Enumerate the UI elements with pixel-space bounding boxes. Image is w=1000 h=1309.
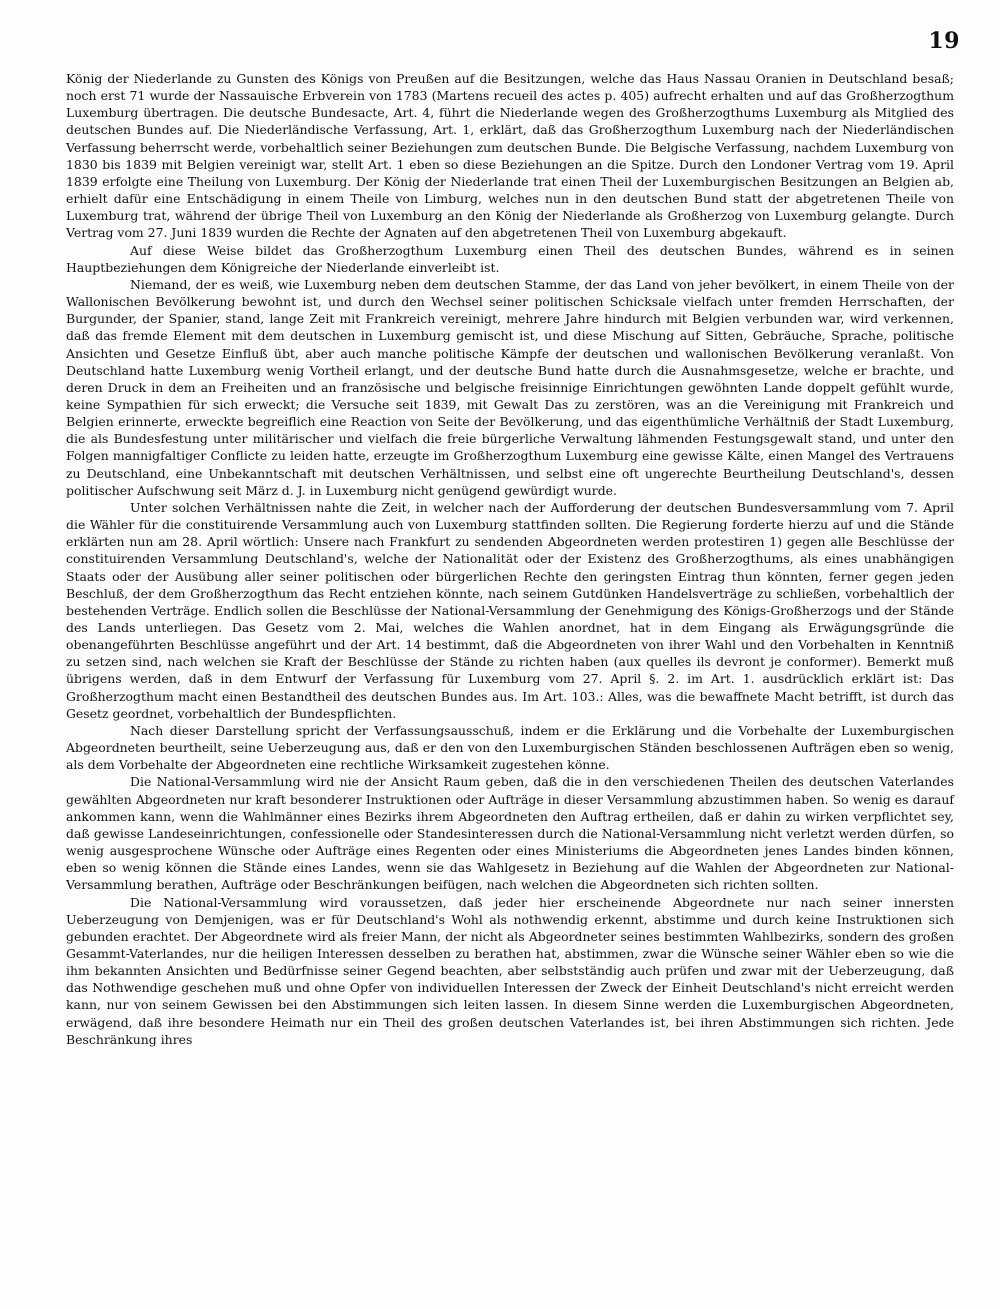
- paragraph-free-deputy: Die National-Versammlung wird voraussetzen, daß jeder hier erscheinende Abgeordnete nur nach seiner innersten Ueberzeugung von Demjenigen, was er für Deutschland's Wohl als nothwendig erkennt, abstimme und durch keine Instruktionen sich gebunden erachtet. Der Abgeordnete wird als freier Mann, der nicht als Abgeordneter seines bestimmten Wahlbezirks, sondern des großen Gesammt-Vaterlandes, nur die heiligen Interessen desselben zu berathen hat, abstimmen, zwar die Wünsche seiner Wähler eben so wie die ihm bekannten Ansichten und Bedürfnisse seiner Gegend beachten, aber selbstständig auch prüfen und zwar mit der Ueberzeugung, daß das Nothwendige geschehen muß und ohne Opfer von individuellen Interessen der Zweck der Einheit Deutschland's nicht erreicht werden kann, nur von seinem Gewissen bei den Abstimmungen sich leiten lassen. In diesem Sinne werden die Luxemburgischen Abgeordneten, erwägend, daß ihre besondere Heimath nur ein Theil des großen deutschen Vaterlandes ist, bei ihren Abstimmungen sich richten. Jede Beschränkung ihres: [66, 894, 954, 1047]
- paragraph-federal-position: Auf diese Weise bildet das Großherzogthum Luxemburg einen Theil des deutschen Bundes, während es in seinen Hauptbeziehungen dem Königreiche der Niederlande einverleibt ist.: [66, 242, 954, 275]
- paragraph-committee-opinion: Nach dieser Darstellung spricht der Verfassungsausschuß, indem er die Erklärung und die Vorbehalte der Luxemburgischen Abgeordneten beurtheilt, seine Ueberzeugung aus, daß er den von den Luxemburgischen Ständen beschlossenen Aufträgen eben so wenig, als dem Vorbehalte der Abgeordneten eine rechtliche Wirksamkeit zugestehen könne.: [66, 722, 954, 773]
- paragraph-estates-declaration: Unter solchen Verhältnissen nahte die Zeit, in welcher nach der Aufforderung der deutschen Bundesversammlung vom 7. April die Wähler für die constituirende Versammlung auch von Luxemburg stattfinden sollten. Die Regierung forderte hierzu auf und die Stände erklärten nun am 28. April wörtlich: Unsere nach Frankfurt zu sendenden Abgeordneten werden protestiren 1) gegen alle Beschlüsse der constituirenden Versammlung Deutschland's, welche der Nationalität oder der Existenz des Großherzogthums, als eines unabhängigen Staats oder der Ausübung aller seiner politischen oder bürgerlichen Rechte den geringsten Eintrag thun könnten, ferner gegen jeden Beschluß, der dem Großherzogthum das Recht entziehen könnte, nach seinem Gutdünken Handelsverträge zu schließen, vorbehaltlich der bestehenden Verträge. Endlich sollen die Beschlüsse der National-Versammlung der Genehmigung des Königs-Großherzogs und der Stände des Lands unterliegen. Das Gesetz vom 2. Mai, welches die Wahlen anordnet, hat in dem Eingang als Erwägungsgründe die obenangeführten Beschlüsse angeführt und der Art. 14 bestimmt, daß die Abgeordneten von ihrer Wahl und den Vorbehalten in Kenntniß zu setzen sind, nach welchen sie Kraft der Beschlüsse der Stände zu richten haben (aux quelles ils devront je conformer). Bemerkt muß übrigens werden, daß in dem Entwurf der Verfassung für Luxemburg vom 27. April §. 2. im Art. 1. ausdrücklich erklärt ist: Das Großherzogthum macht einen Bestandtheil des deutschen Bundes aus. Im Art. 103.: Alles, was die bewaffnete Macht betrifft, ist durch das Gesetz geordnet, vorbehaltlich der Bundespflichten.: [66, 499, 954, 721]
- paragraph-dynastic-history: König der Niederlande zu Gunsten des Königs von Preußen auf die Besitzungen, welche das Haus Nassau Oranien in Deutschland besaß; noch erst 71 wurde der Nassauische Erbverein von 1783 (Martens recueil des actes p. 405) aufrecht erhalten und auf das Großherzogthum Luxemburg übertragen. Die deutsche Bundesacte, Art. 4, führt die Niederlande wegen des Großherzogthums Luxemburg als Mitglied des deutschen Bundes auf. Die Niederländische Verfassung, Art. 1, erklärt, daß das Großherzogthum Luxemburg nach der Niederländischen Verfassung beherrscht werde, vorbehaltlich seiner Beziehungen zum deutschen Bunde. Die Belgische Verfassung, nachdem Luxemburg von 1830 bis 1839 mit Belgien vereinigt war, stellt Art. 1 eben so diese Beziehungen an die Spitze. Durch den Londoner Vertrag vom 19. April 1839 erfolgte eine Theilung von Luxemburg. Der König der Niederlande trat einen Theil der Luxemburgischen Besitzungen an Belgien ab, erhielt dafür eine Entschädigung in einem Theile von Limburg, welches nun in den deutschen Bund statt der abgetretenen Theile von Luxemburg trat, während der übrige Theil von Luxemburg an den König der Niederlande als Großherzog von Luxemburg gelangte. Durch Vertrag vom 27. Juni 1839 wurden die Rechte der Agnaten auf den abgetretenen Theil von Luxemburg abgekauft.: [66, 71, 954, 241]
- paragraph-population-relations: Niemand, der es weiß, wie Luxemburg neben dem deutschen Stamme, der das Land von jeher bevölkert, in einem Theile von der Wallonischen Bevölkerung bewohnt ist, und durch den Wechsel seiner politischen Schicksale vielfach unter fremden Herrschaften, der Burgunder, der Spanier, stand, lange Zeit mit Frankreich vereinigt, mehrere Jahre hindurch mit Belgien verbunden war, wird verkennen, daß das fremde Element mit dem deutschen in Luxemburg gemischt ist, und diese Mischung auf Sitten, Gebräuche, Sprache, politische Ansichten und Gesetze Einfluß übt, aber auch manche politische Kämpfe der deutschen und wallonischen Bevölkerung veranlaßt. Von Deutschland hatte Luxemburg wenig Vortheil erlangt, und der deutsche Bund hatte durch die Ausnahmsgesetze, welche er brachte, und deren Druck in dem an Freiheiten und an französische und belgische freisinnige Einrichtungen gewöhnten Lande doppelt gefühlt wurde, keine Sympathien für sich erweckt; die Versuche seit 1839, mit Gewalt Das zu zerstören, was an die Vereinigung mit Frankreich und Belgien erinnerte, erweckte begreiflich eine Reaction von Seite der Bevölkerung, und das eigenthümliche Verhältniß der Stadt Luxemburg, die als Bundesfestung unter militärischer und vielfach die freie bürgerliche Verwaltung lähmenden Festungsgewalt stand, und unter den Folgen mannigfaltiger Conflicte zu leiden hatte, erzeugte im Großherzogthum Luxemburg eine gewisse Kälte, einen Mangel des Vertrauens zu Deutschland, eine Unbekanntschaft mit deutschen Verhältnissen, und selbst eine oft ungerechte Beurtheilung Deutschland's, dessen politischer Aufschwung seit März d. J. in Luxemburg nicht genügend gewürdigt wurde.: [66, 276, 954, 498]
- page-number: 19: [928, 28, 960, 54]
- paragraph-instructions-principle: Die National-Versammlung wird nie der Ansicht Raum geben, daß die in den verschiedenen Theilen des deutschen Vaterlandes gewählten Abgeordneten nur kraft besonderer Instruktionen oder Aufträge in dieser Versammlung abzustimmen haben. So wenig es darauf ankommen kann, wenn die Wahlmänner eines Bezirks ihrem Abgeordneten den Auftrag ertheilen, daß er dahin zu wirken verpflichtet sey, daß gewisse Landeseinrichtungen, confessionelle oder Standesinteressen durch die National-Versammlung nicht verletzt werden dürfen, so wenig ausgesprochene Wünsche oder Aufträge eines Regenten oder eines Ministeriums die Abgeordneten jenes Landes binden können, eben so wenig können die Stände eines Landes, wenn sie das Wahlgesetz in Beziehung auf die Wahlen der Abgeordneten zur National-Versammlung berathen, Aufträge oder Beschränkungen beifügen, nach welchen die Abgeordneten sich richten sollten.: [66, 774, 954, 893]
- body-text: [66, 70, 954, 1048]
